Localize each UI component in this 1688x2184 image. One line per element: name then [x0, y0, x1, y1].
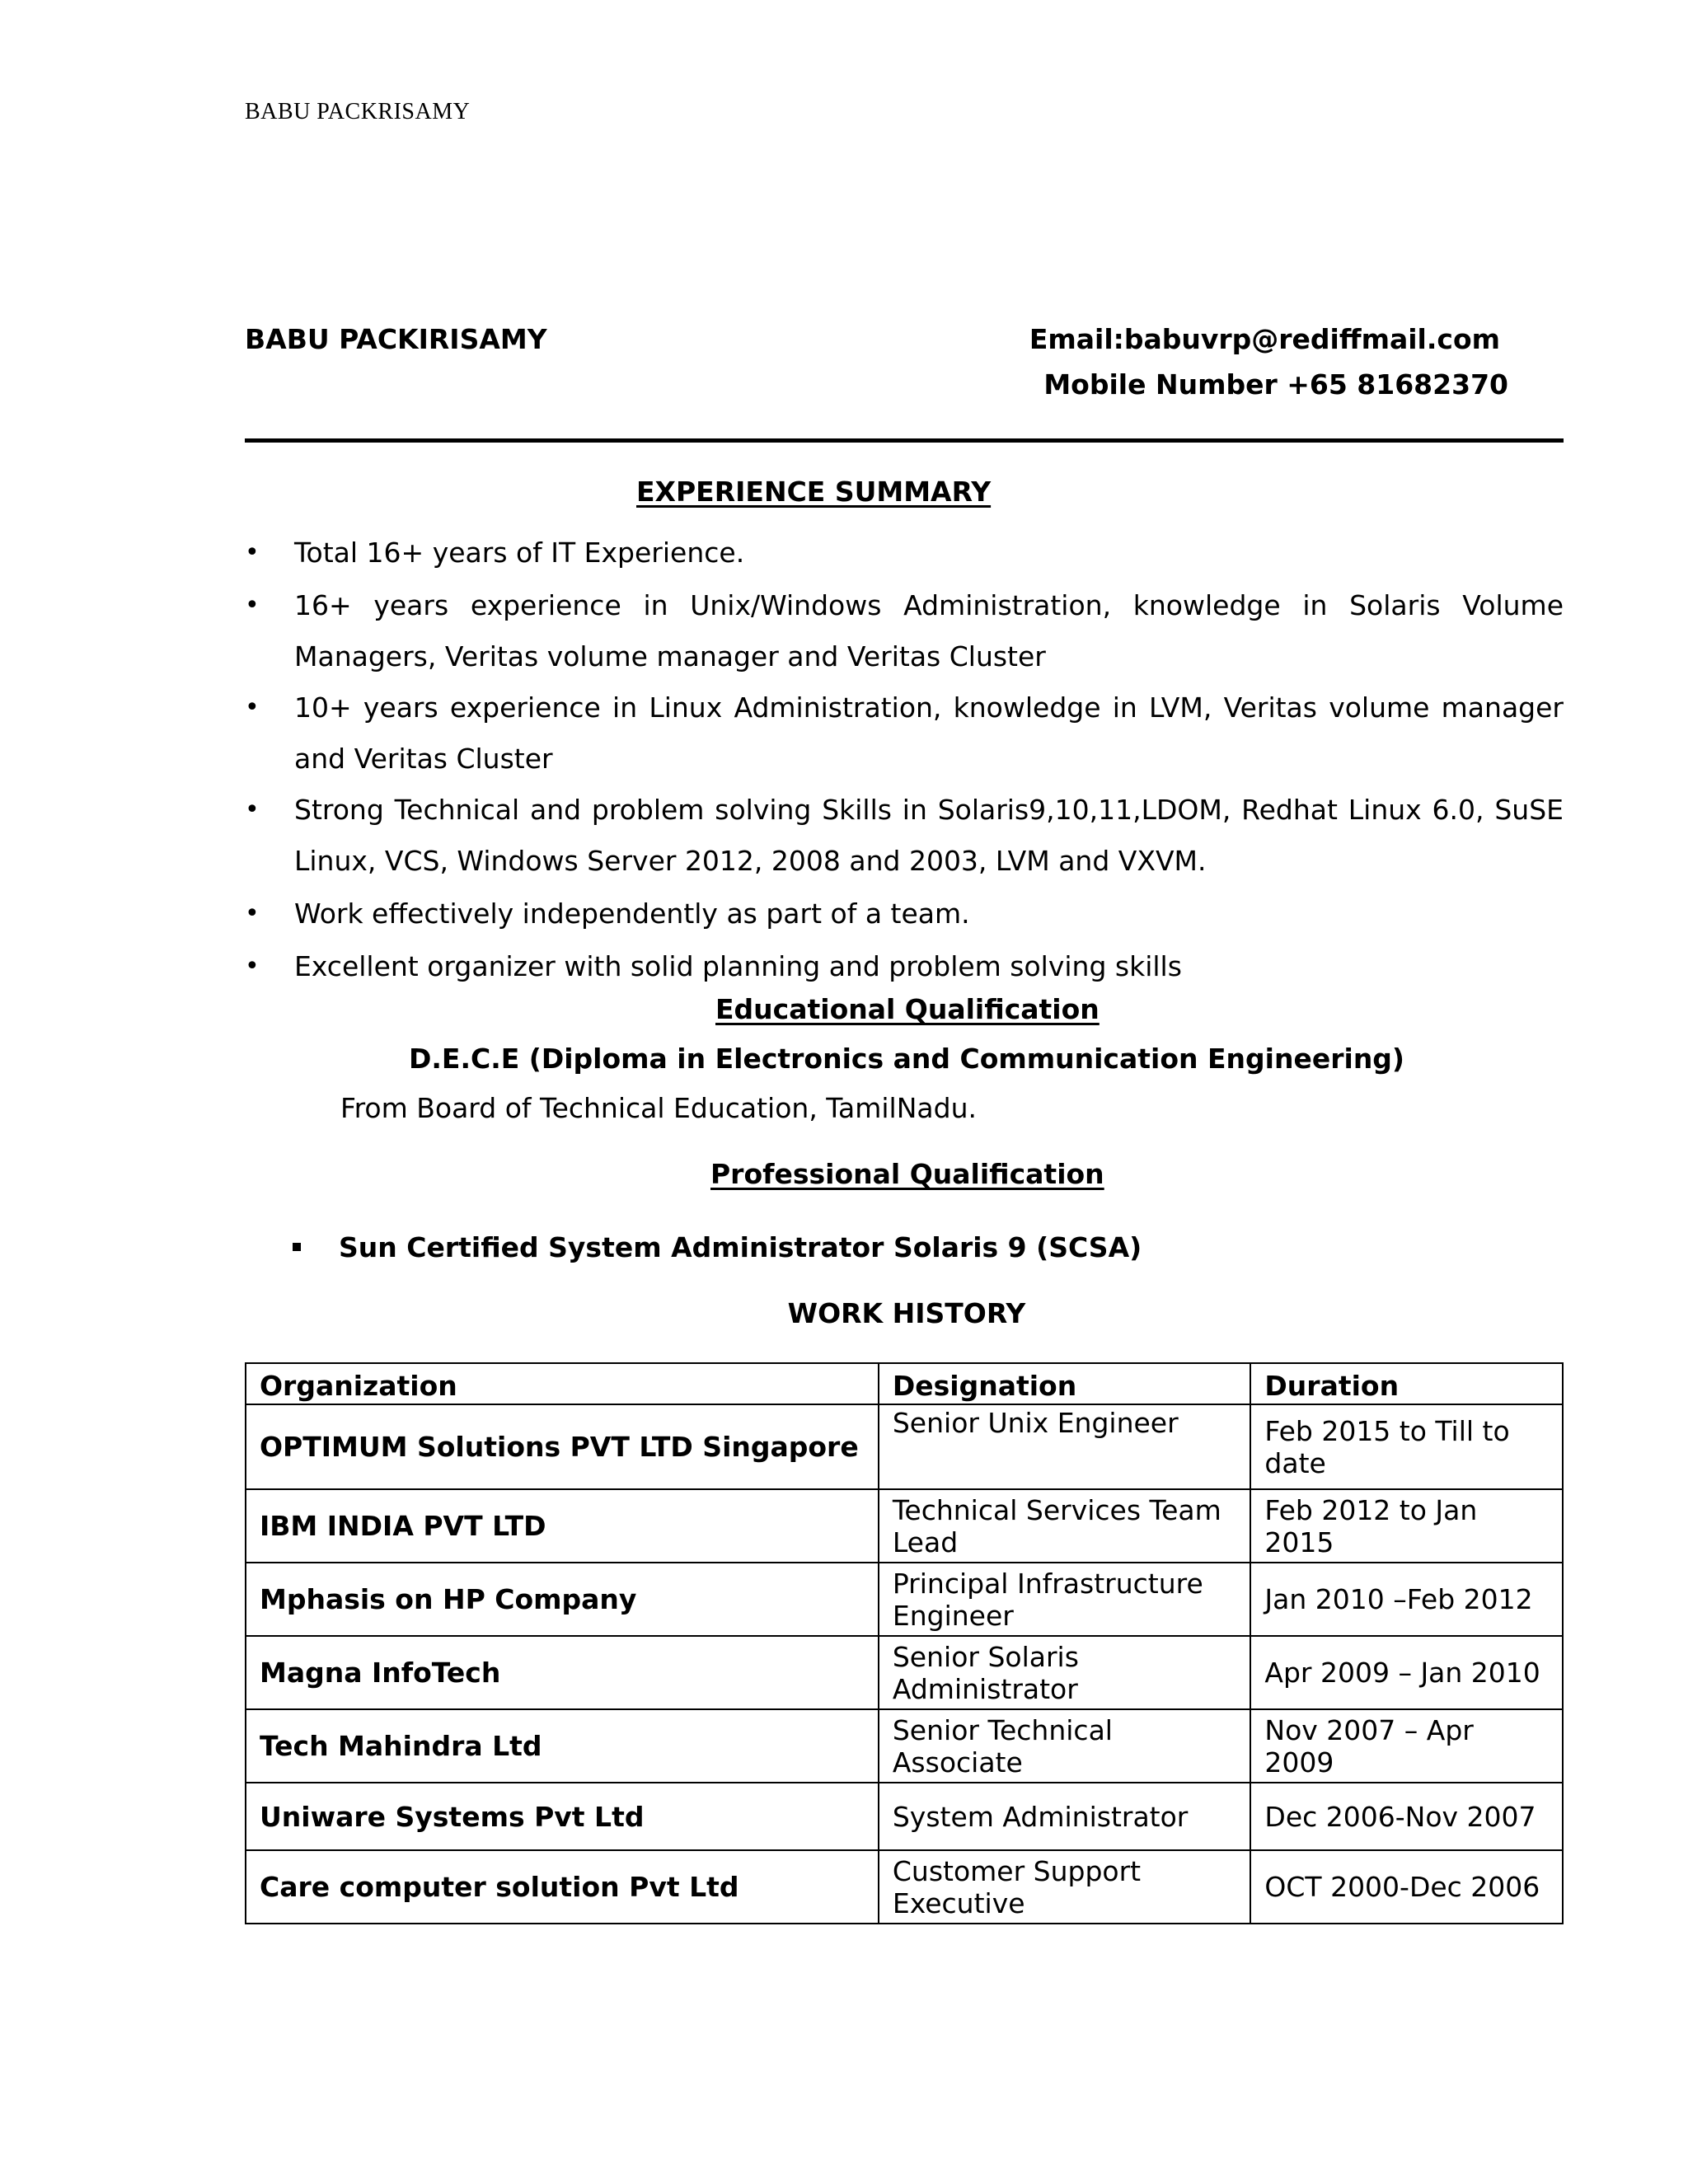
- cell-designation: Senior Technical Associate: [879, 1709, 1251, 1783]
- cell-organization: Magna InfoTech: [246, 1636, 879, 1709]
- certification-text: Sun Certified System Administrator Solaris 9 (SCSA): [339, 1231, 1142, 1263]
- cell-organization: OPTIMUM Solutions PVT LTD Singapore: [246, 1404, 879, 1489]
- table-row: [246, 1636, 1563, 1709]
- cell-organization: Tech Mahindra Ltd: [246, 1709, 879, 1783]
- experience-summary-list: [245, 527, 1564, 992]
- mobile-number: Mobile Number +65 81682370: [1043, 368, 1508, 401]
- square-bullet-icon: [293, 1243, 301, 1251]
- cell-designation: Technical Services Team Lead: [879, 1489, 1251, 1563]
- table-row: [246, 1709, 1563, 1783]
- table-header-row: [246, 1363, 1563, 1404]
- email-text: Email:babuvrp@rediffmail.com: [1029, 323, 1500, 355]
- table-row: [246, 1404, 1563, 1489]
- cell-organization: Uniware Systems Pvt Ltd: [246, 1783, 879, 1850]
- candidate-name: BABU PACKIRISAMY: [245, 323, 547, 355]
- cell-duration: Dec 2006-Nov 2007: [1250, 1783, 1563, 1850]
- table-row: [246, 1850, 1563, 1924]
- cell-organization: IBM INDIA PVT LTD: [246, 1489, 879, 1563]
- education-title: Educational Qualification: [715, 993, 1100, 1025]
- summary-item: • 10+ years experience in Linux Administration, knowledge in LVM, Veritas volume manager and Veritas Cluster: [245, 682, 1564, 785]
- summary-item: • 16+ years experience in Unix/Windows Administration, knowledge in Solaris Volume Managers, Veritas volume manager and Veritas Cluster: [245, 580, 1564, 682]
- cell-duration: Feb 2012 to Jan 2015: [1250, 1489, 1563, 1563]
- table-row: [246, 1563, 1563, 1636]
- cell-designation: Senior Solaris Administrator: [879, 1636, 1251, 1709]
- column-header-organization: Organization: [246, 1363, 879, 1404]
- contact-block: [1029, 323, 1508, 414]
- summary-item: • Work effectively independently as part of a team.: [245, 888, 1564, 940]
- running-header: BABU PACKRISAMY: [245, 99, 471, 124]
- work-history-table: [245, 1362, 1564, 1924]
- table-row: [246, 1489, 1563, 1563]
- cell-designation: Customer Support Executive: [879, 1850, 1251, 1924]
- cell-duration: OCT 2000-Dec 2006: [1250, 1850, 1563, 1924]
- professional-title: Professional Qualification: [710, 1158, 1104, 1190]
- column-header-designation: Designation: [879, 1363, 1251, 1404]
- cell-duration: Nov 2007 – Apr 2009: [1250, 1709, 1563, 1783]
- header-divider: [245, 438, 1564, 443]
- cell-duration: Jan 2010 –Feb 2012: [1250, 1563, 1563, 1636]
- experience-summary-title: EXPERIENCE SUMMARY: [636, 476, 992, 508]
- education-board: From Board of Technical Education, TamilNadu.: [340, 1092, 977, 1124]
- summary-item: • Total 16+ years of IT Experience.: [245, 527, 1564, 579]
- certification-item: [293, 1231, 1142, 1263]
- cell-organization: Care computer solution Pvt Ltd: [246, 1850, 879, 1924]
- column-header-duration: Duration: [1250, 1363, 1563, 1404]
- cell-designation: Senior Unix Engineer: [879, 1404, 1251, 1489]
- education-degree: D.E.C.E (Diploma in Electronics and Communication Engineering): [408, 1043, 1405, 1075]
- cell-designation: Principal Infrastructure Engineer: [879, 1563, 1251, 1636]
- summary-item: • Excellent organizer with solid planning and problem solving skills: [245, 941, 1564, 992]
- cell-organization: Mphasis on HP Company: [246, 1563, 879, 1636]
- cell-duration: Feb 2015 to Till to date: [1250, 1404, 1563, 1489]
- cell-duration: Apr 2009 – Jan 2010: [1250, 1636, 1563, 1709]
- cell-designation: System Administrator: [879, 1783, 1251, 1850]
- work-history-title: WORK HISTORY: [787, 1297, 1026, 1329]
- table-row: [246, 1783, 1563, 1850]
- summary-item: • Strong Technical and problem solving Skills in Solaris9,10,11,LDOM, Redhat Linux 6.0, SuSE Linux, VCS, Windows Server 2012, 2008 and 2003, LVM and VXVM.: [245, 785, 1564, 887]
